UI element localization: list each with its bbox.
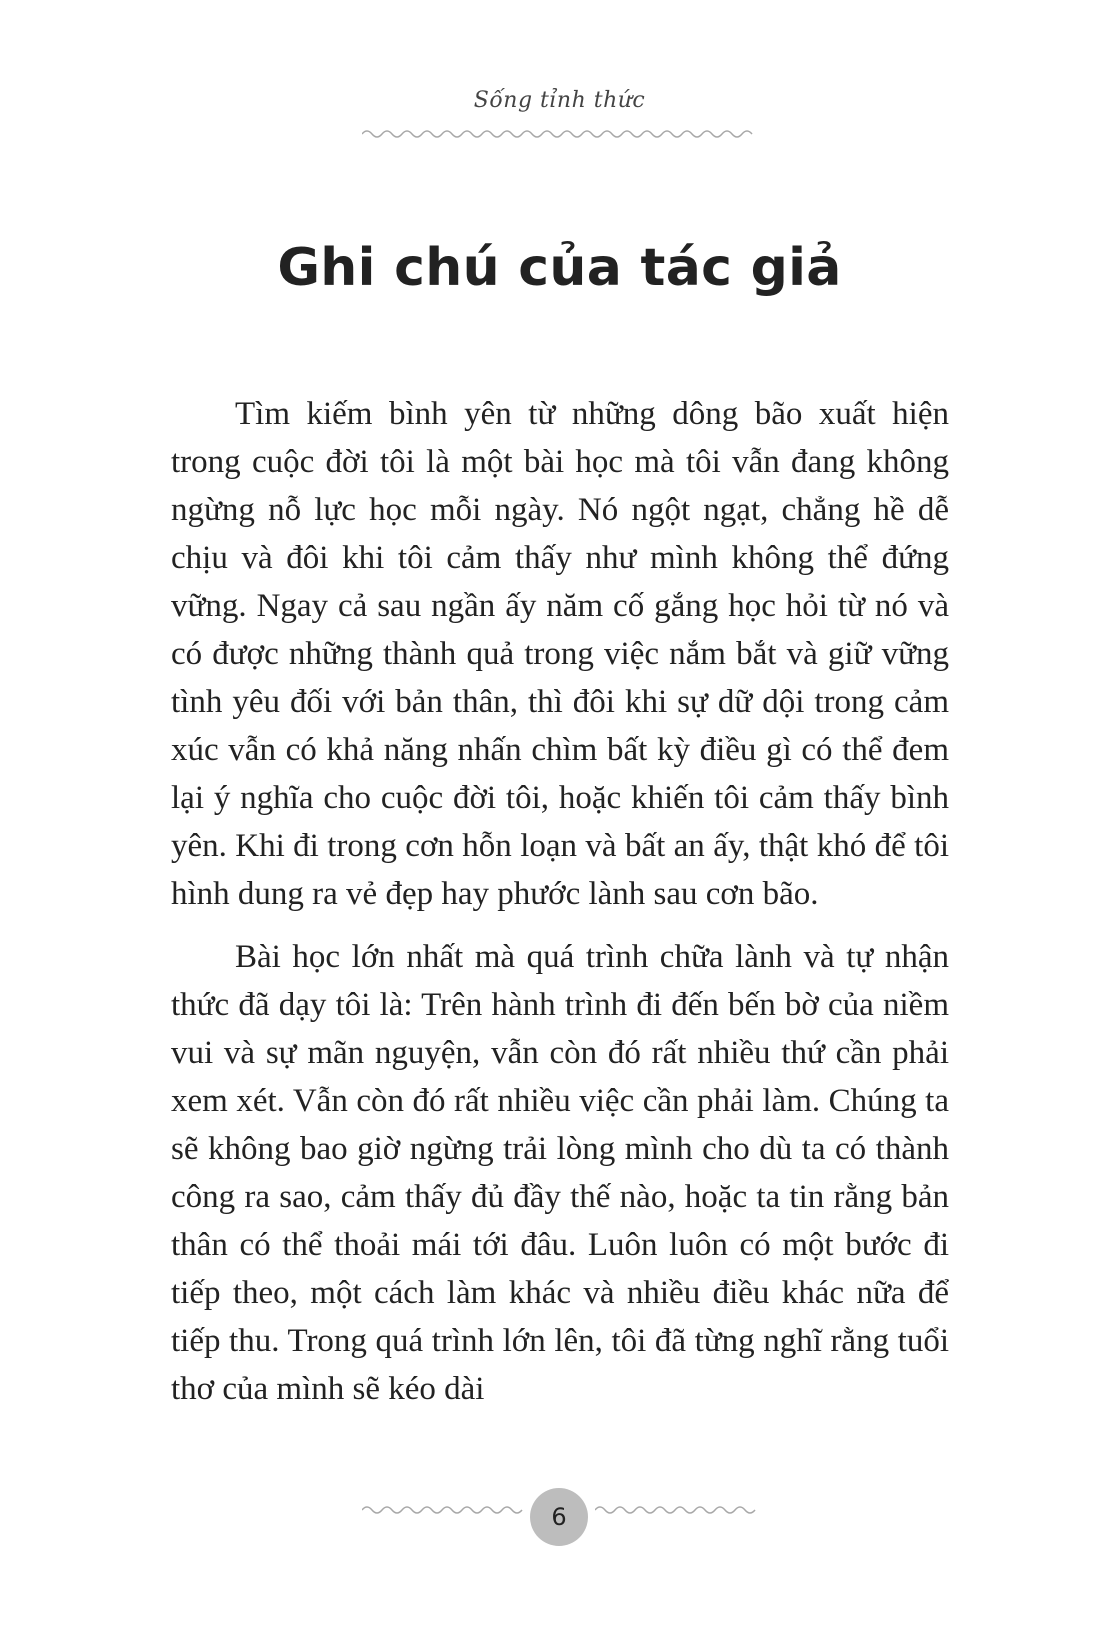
- chapter-title: Ghi chú của tác giả: [277, 238, 842, 298]
- paragraph: Tìm kiếm bình yên từ những dông bão xuất hiện trong cuộc đời tôi là một bài học mà tôi vẫn đang không ngừng nỗ lực học mỗi ngày. Nó ngột ngạt, chẳng hề dễ chịu và đôi khi tôi cảm thấy như mình không thể đứng vững. Ngay cả sau ngần ấy năm cố gắng học hỏi từ nó và có được những thành quả trong việc nắm bắt và giữ vững tình yêu đối với bản thân, thì đôi khi sự dữ dội trong cảm xúc vẫn có khả năng nhấn chìm bất kỳ điều gì có thể đem lại ý nghĩa cho cuộc đời tôi, hoặc khiến tôi cảm thấy bình yên. Khi đi trong cơn hỗn loạn và bất an ấy, thật khó để tôi hình dung ra vẻ đẹp hay phước lành sau cơn bão.: [171, 396, 949, 912]
- body-text: [171, 390, 949, 1428]
- footer-divider-ornament-left: [362, 1504, 524, 1516]
- header-divider-ornament: [362, 128, 758, 140]
- page-number-badge: 6: [530, 1488, 588, 1546]
- paragraph: Bài học lớn nhất mà quá trình chữa lành và tự nhận thức đã dạy tôi là: Trên hành trình đi đến bến bờ của niềm vui và sự mãn nguyện, vẫn còn đó rất nhiều thứ cần phải xem xét. Vẫn còn đó rất nhiều việc cần phải làm. Chúng ta sẽ không bao giờ ngừng trải lòng mình cho dù ta có thành công ra sao, cảm thấy đủ đầy thế nào, hoặc ta tin rằng bản thân có thể thoải mái tới đâu. Luôn luôn có một bước đi tiếp theo, một cách làm khác và nhiều điều khác nữa để tiếp thu. Trong quá trình lớn lên, tôi đã từng nghĩ rằng tuổi thơ của mình sẽ kéo dài: [171, 939, 949, 1407]
- running-header: Sống tỉnh thức: [473, 88, 646, 113]
- footer-divider-ornament-right: [595, 1504, 757, 1516]
